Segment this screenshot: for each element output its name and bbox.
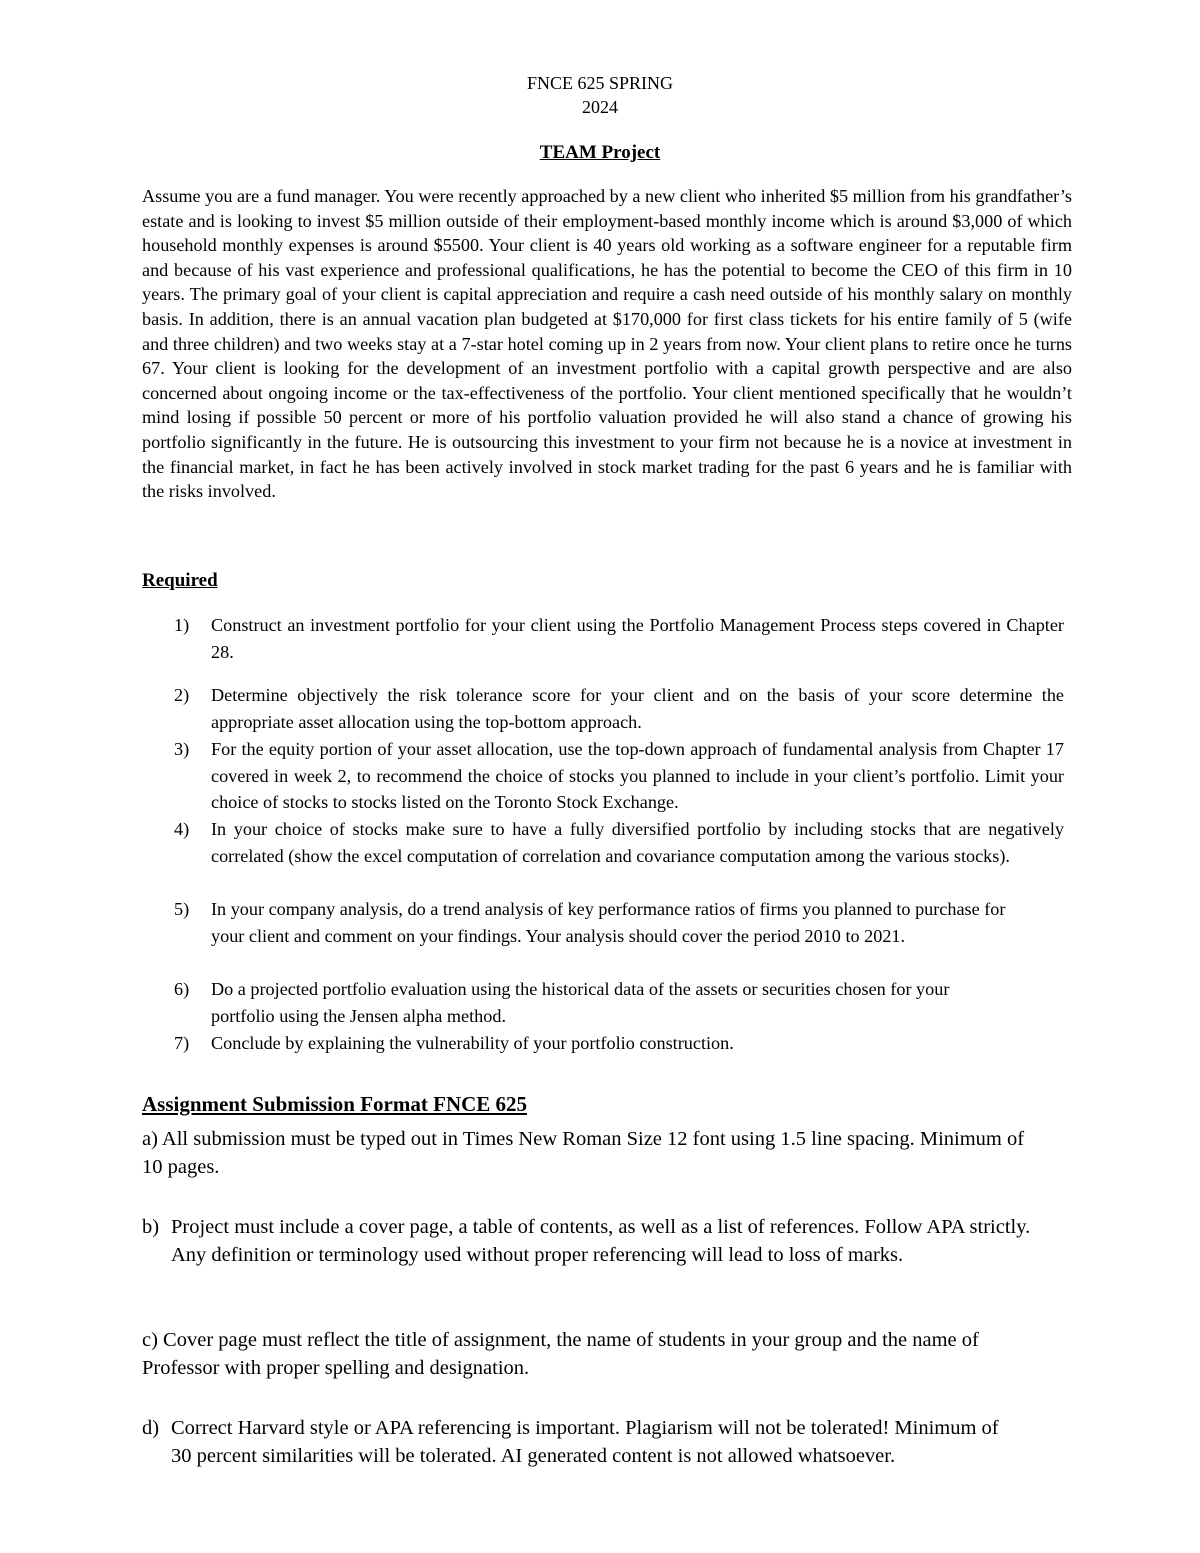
submission-text: Correct Harvard style or APA referencing is important. Plagiarism will not be tolerated! Minimum of 30 percent similarities will be tolerated. AI generated content is not allowed whatsoever.	[171, 1417, 999, 1467]
list-item-number: 3)	[174, 739, 190, 759]
list-item	[174, 682, 1064, 735]
intro-paragraph: Assume you are a fund manager. You were recently approached by a new client who inherited $5 million from his grandfather’s estate and is looking to invest $5 million outside of their employment-based monthly income which is around $3,000 of which household monthly expenses is around $5500. Your client is 40 years old working as a software engineer for a reputable firm and because of his vast experience and professional qualifications, he has the potential to become the CEO of this firm in 10 years. The primary goal of your client is capital appreciation and require a cash need outside of his monthly salary on monthly basis. In addition, there is an annual vacation plan budgeted at $170,000 for first class tickets for his entire family of 5 (wife and three children) and two weeks stay at a 7-star hotel coming up in 2 years from now. Your client plans to retire once he turns 67. Your client is looking for the development of an investment portfolio with a capital growth perspective and are also concerned about ongoing income or the tax-effectiveness of the portfolio. Your client mentioned specifically that he wouldn’t mind losing if possible 50 percent or more of his portfolio valuation provided he will also stand a chance of growing his portfolio significantly in the future. He is outsourcing this investment to your firm not because he is a novice at investment in the financial market, in fact he has been actively involved in stock market trading for the past 6 years and he is familiar with the risks involved.	[142, 186, 1072, 502]
list-item-text: Conclude by explaining the vulnerability of your portfolio construction.	[211, 1033, 734, 1053]
list-item-number: 4)	[174, 819, 190, 839]
required-heading: Required	[142, 570, 218, 591]
list-item-text: For the equity portion of your asset allocation, use the top-down approach of fundamental analysis from Chapter 17 covered in week 2, to recommend the choice of stocks you planned to include in your client’s portfolio. Limit your choice of stocks to stocks listed on the Toronto Stock Exchange.	[211, 739, 1064, 812]
list-item-text: Construct an investment portfolio for your client using the Portfolio Management Process steps covered in Chapter 28.	[211, 615, 1064, 662]
list-item-number: 6)	[174, 979, 190, 999]
list-item-text: In your choice of stocks make sure to have a fully diversified portfolio by including stocks that are negatively correlated (show the excel computation of correlation and covariance computation among the various stocks).	[211, 819, 1064, 866]
submission-letter: d)	[142, 1417, 160, 1439]
list-item-text: Do a projected portfolio evaluation using the historical data of the assets or securities chosen for your portfolio using the Jensen alpha method.	[211, 979, 950, 1026]
list-item-number: 2)	[174, 685, 190, 705]
list-item	[174, 612, 1064, 665]
list-item	[174, 816, 1064, 869]
submission-letter: b)	[142, 1216, 160, 1238]
course-header: FNCE 625 SPRING	[526, 73, 674, 93]
list-item-text: Determine objectively the risk tolerance score for your client and on the basis of your score determine the appropriate asset allocation using the top-bottom approach.	[211, 685, 1064, 732]
list-item-text: In your company analysis, do a trend analysis of key performance ratios of firms you planned to purchase for your client and comment on your findings. Your analysis should cover the period 2010 to 2021.	[211, 899, 1006, 946]
list-item-number: 7)	[174, 1033, 190, 1053]
submission-heading: Assignment Submission Format FNCE 625	[142, 1092, 528, 1116]
list-item-number: 1)	[174, 615, 190, 635]
page-title: TEAM Project	[539, 142, 661, 163]
submission-item-c: c) Cover page must reflect the title of assignment, the name of students in your group and the name of Professor with proper spelling and designation.	[142, 1329, 979, 1379]
submission-item-b	[142, 1214, 1062, 1269]
submission-text: Project must include a cover page, a table of contents, as well as a list of references. Follow APA strictly. Any definition or terminology used without proper referencing will lead to loss of marks.	[171, 1216, 1031, 1266]
list-item-number: 5)	[174, 899, 190, 919]
list-item	[174, 976, 1064, 1029]
list-item	[174, 896, 1064, 949]
submission-item-d	[142, 1415, 1012, 1470]
list-item	[174, 736, 1064, 816]
course-year: 2024	[582, 97, 618, 117]
list-item	[174, 1030, 1064, 1057]
submission-item-a: a) All submission must be typed out in Times New Roman Size 12 font using 1.5 line spacing. Minimum of 10 pages.	[142, 1128, 1025, 1178]
